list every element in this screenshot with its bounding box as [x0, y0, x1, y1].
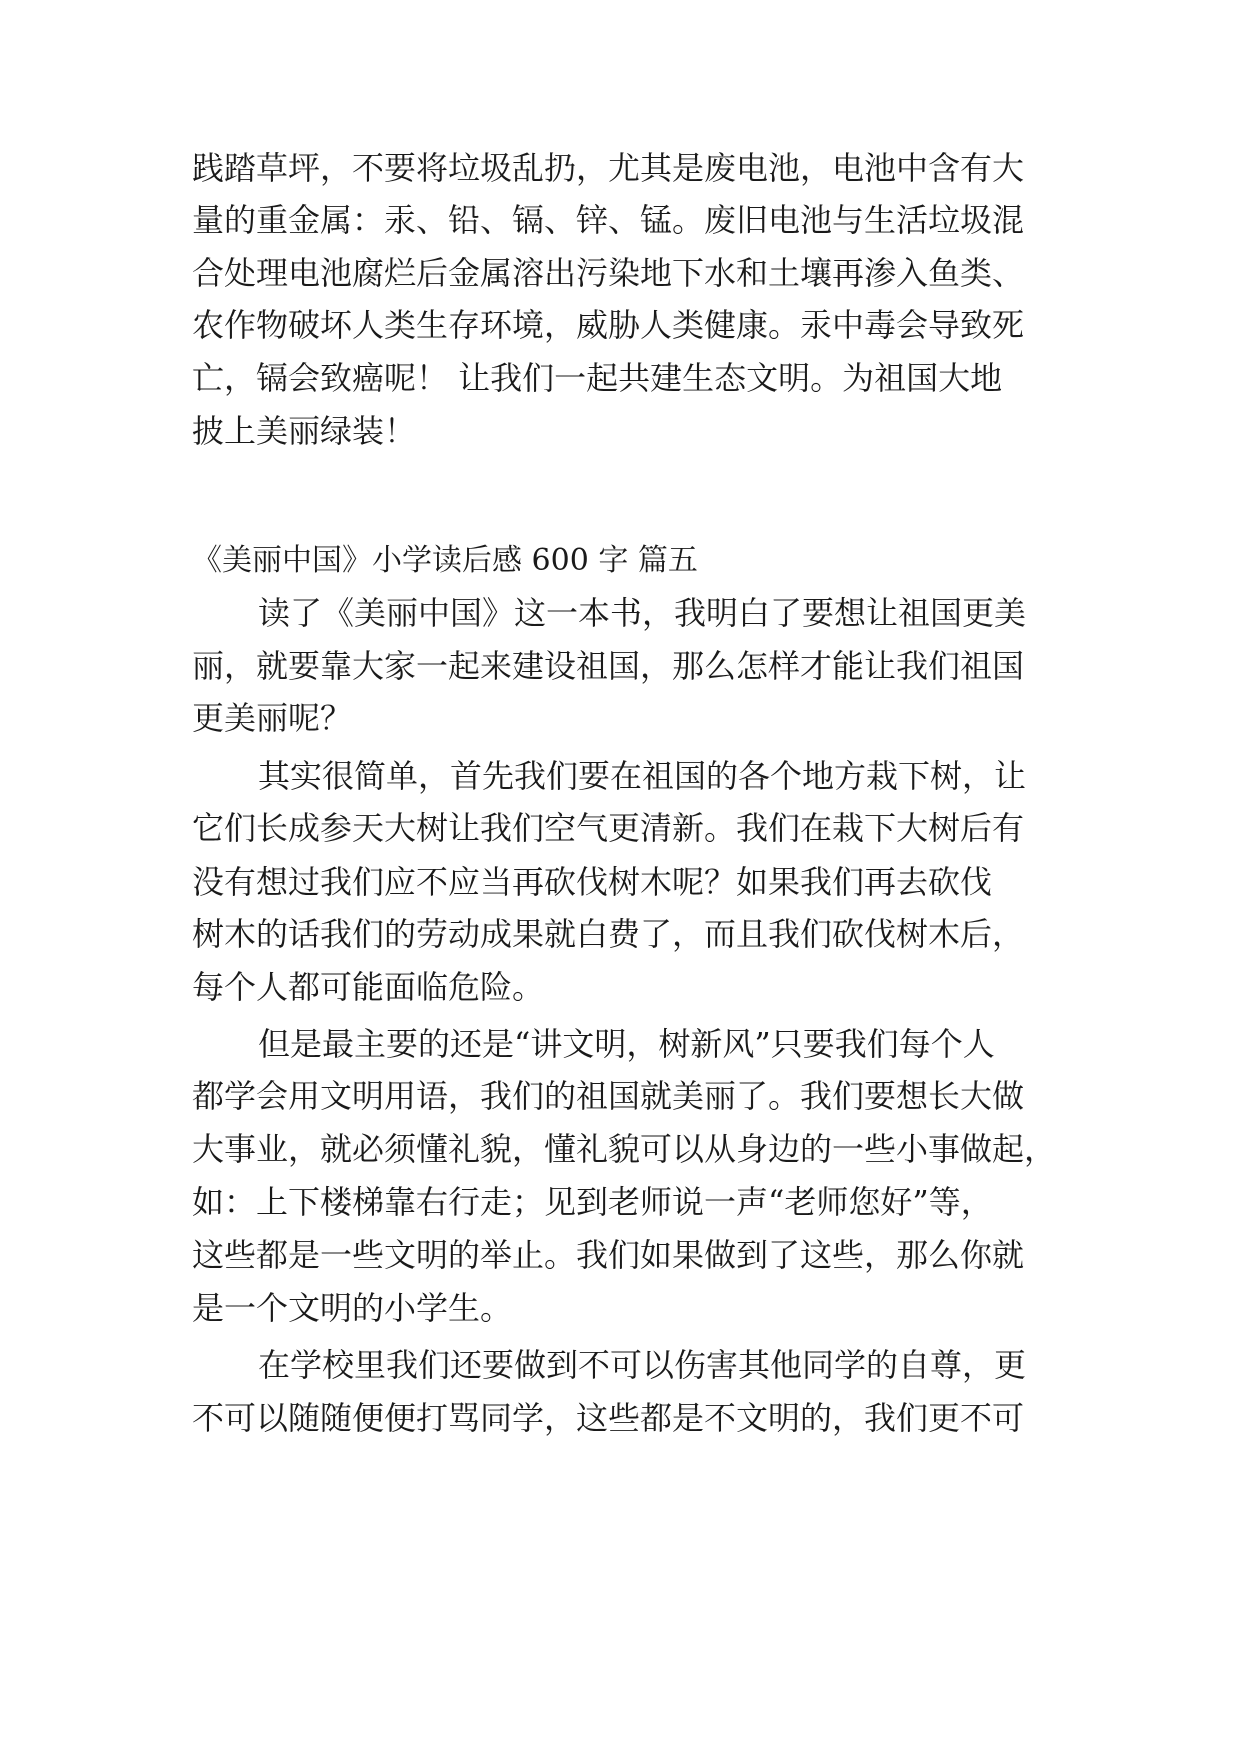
text-line: 披上美丽绿装！: [192, 412, 417, 450]
text-line: 都学会用文明用语，我们的祖国就美丽了。我们要想长大做: [192, 1077, 1025, 1115]
text-line: 没有想过我们应不应当再砍伐树木呢？如果我们再去砍伐: [192, 863, 993, 901]
text-line: 农作物破坏人类生存环境，威胁人类健康。汞中毒会导致死: [192, 306, 1025, 344]
text-line: 读了《美丽中国》这一本书，我明白了要想让祖国更美: [258, 594, 1027, 632]
text-line: 它们长成参天大树让我们空气更清新。我们在栽下大树后有: [192, 809, 1025, 847]
text-line: 更美丽呢？: [192, 699, 353, 737]
section-title: 《美丽中国》小学读后感 600 字 篇五: [192, 543, 698, 578]
text-line: 亡，镉会致癌呢！ 让我们一起共建生态文明。为祖国大地: [192, 359, 1003, 397]
text-line: 合处理电池腐烂后金属溶出污染地下水和土壤再渗入鱼类、: [192, 254, 1025, 292]
text-line: 在学校里我们还要做到不可以伤害其他同学的自尊，更: [258, 1346, 1027, 1384]
text-line: 是一个文明的小学生。: [192, 1289, 513, 1327]
text-line: 如：上下楼梯靠右行走；见到老师说一声“老师您好”等，: [192, 1183, 993, 1221]
text-line: 量的重金属：汞、铅、镉、锌、锰。废旧电池与生活垃圾混: [192, 201, 1025, 239]
text-line: 其实很简单，首先我们要在祖国的各个地方栽下树，让: [258, 757, 1027, 795]
text-line: 丽，就要靠大家一起来建设祖国，那么怎样才能让我们祖国: [192, 647, 1025, 685]
text-line: 践踏草坪，不要将垃圾乱扔，尤其是废电池，电池中含有大: [192, 149, 1025, 187]
text-line: 大事业，就必须懂礼貌，懂礼貌可以从身边的一些小事做起，: [192, 1130, 1057, 1168]
text-line: 但是最主要的还是“讲文明，树新风”只要我们每个人: [258, 1025, 995, 1063]
text-line: 每个人都可能面临危险。: [192, 968, 545, 1006]
text-line: 树木的话我们的劳动成果就白费了，而且我们砍伐树木后，: [192, 915, 1025, 953]
text-line: 不可以随随便便打骂同学，这些都是不文明的，我们更不可: [192, 1399, 1025, 1437]
text-line: 这些都是一些文明的举止。我们如果做到了这些，那么你就: [192, 1236, 1025, 1274]
